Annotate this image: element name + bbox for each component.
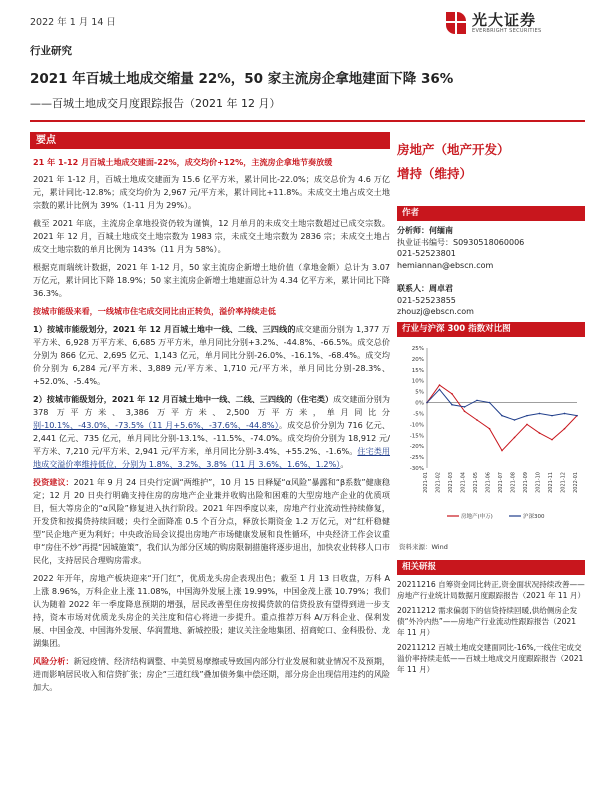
data-point <box>489 402 491 404</box>
x-tick-label: 2021-12 <box>560 472 567 493</box>
paragraph-risk <box>33 655 390 694</box>
analyst-email: hemiannan@ebscn.com <box>397 260 494 270</box>
rating: 增持（维持） <box>397 166 473 181</box>
y-tick-label: 10% <box>411 378 424 385</box>
x-tick-label: 2021-06 <box>485 472 492 493</box>
risk-label: 风险分析： <box>33 656 74 666</box>
y-tick-label: -30% <box>409 466 424 472</box>
chart-title-bar: 行业与沪深 300 指数对比图 <box>397 322 585 337</box>
paragraph-invest <box>33 476 390 567</box>
x-tick-label: 2021-08 <box>510 472 517 493</box>
x-tick-label: 2021-07 <box>498 472 504 493</box>
analyst-name: 分析师：何缅南 <box>397 226 453 235</box>
invest-label: 投资建议： <box>33 477 74 487</box>
y-tick-label: 25% <box>411 346 424 352</box>
report-category: 行业研究 <box>30 45 72 57</box>
x-tick-label: 2021-11 <box>548 472 554 493</box>
paragraph-1: 2021 年 1-12 月，百城土地成交建面为 15.6 亿平方米，累计同比-22.0%；成交总价为 4.6 万亿元，累计同比-12.8%；成交均价为 2,967 元/平方米，累计同比+11.8%。未成交土地占成交土地宗数的累计比例为 39%（1-11 月为 29%）。 <box>33 174 390 210</box>
data-point <box>476 400 478 402</box>
data-point <box>501 415 503 417</box>
data-point <box>464 406 466 408</box>
data-point <box>539 413 541 415</box>
data-point <box>514 419 516 421</box>
legend-label: 房地产(申万) <box>461 514 493 520</box>
legend-label: 沪深300 <box>523 514 545 520</box>
data-point <box>576 415 578 417</box>
y-tick-label: -5% <box>413 411 424 418</box>
contact-phone: 021-52523855 <box>397 295 456 305</box>
x-tick-label: 2021-05 <box>473 472 479 493</box>
analyst-cert: 执业证书编号：S0930518060006 <box>397 237 525 247</box>
authors-bar: 作者 <box>397 206 585 221</box>
data-point <box>439 384 441 386</box>
data-point <box>526 415 528 417</box>
paragraph-5-a: 成交建面分别为 378 万平方米、3,386 万平方米、2,500 万平方米，单月同比分 <box>33 394 390 417</box>
data-point <box>564 413 566 415</box>
paragraph-2: 截至 2021 年底，主流房企拿地投资仍较为谨慎，12 月单月的未成交土地宗数超过已成交宗数。2021 年 12 月，百城土地成交土地宗数为 1983 宗，未成交土地宗数为 2836 宗；未成交土地占成交土地宗数的单月比例为 143%（11 月为 58%）。 <box>33 218 390 254</box>
contact-name: 联系人：周卓君 <box>397 284 453 293</box>
x-tick-label: 2022-01 <box>573 472 579 493</box>
paragraph-3: 根据克而瑞统计数据，2021 年 1-12 月，50 家主流房企新增土地价值（拿地金额）总计为 3.07 万亿元，累计同比下降 18.9%；50 家主流房企新增土地建面总计为 4.34 亿平方米，累计同比下降 36.3%。 <box>33 262 390 298</box>
y-tick-label: -25% <box>409 455 424 462</box>
paragraph-5-end: 。 <box>340 459 349 469</box>
data-point <box>439 389 441 391</box>
paragraph-4-body: 成交建面分别为 1,377 万平方米、6,928 万平方米、6,685 万平方米，单月同比分别+3.2%、-44.8%、-66.5%。成交总价分别为 866 亿元、2,695 亿元、1,143 亿元，单月同比分别-26.0%、-16.1%、-68.4%。成交均价分别为 6,284 元/平方米、3,889 元/平方米、1,710 元/平方米，单月同比分别-28.3%、+52.0%、-5.4%。 <box>33 324 390 386</box>
data-point <box>501 450 503 452</box>
data-point <box>489 428 491 430</box>
logo-text: 光大证券 <box>472 10 537 29</box>
main-content <box>33 156 390 699</box>
key-points-bar: 要点 <box>30 132 390 149</box>
y-tick-label: 15% <box>411 367 424 374</box>
invest-body: 2021 年 9 月 24 日央行定调“两维护”，10 月 15 日释疑“α风险”暴露和“β系数”健康稳定；12 月 20 日央行明确支持住房的房地产企业兼并收购出险和困难的大型房地产企业的优质项目，恒大等房企的“α风险”修复进入执行阶段。2021 年四季度以来，房地产行业流动性持续修复，开发贷和按揭贷持续回暖；央行全面降准 0.5 个百分点，释放长期资金 1.2 万亿元，对“红杆稳健型”民企地产更为利好；中央政治局会议提出房地产市场健康发展和良性循环，中央经济工作会议重申“房住不炒”再提“因城施策”，我们认为部分区域的购房限制措施将逐步退出，加快农业转移人口市民化，支持居民合理购房需求。 <box>33 477 390 565</box>
x-tick-label: 2021-10 <box>535 472 542 493</box>
paragraph-4 <box>33 323 390 388</box>
data-point <box>426 402 428 404</box>
data-point <box>514 437 516 439</box>
risk-body: 新冠疫情、经济结构调整、中美贸易摩擦或导致国内部分行业发展和就业情况不及预期，进而影响居民收入和信贷扩张；房企“三道红线”叠加债务集中偿还期，部分房企出现信用违约的风险加大。 <box>33 656 390 692</box>
chart-source: 资料来源：Wind <box>399 543 448 551</box>
data-point <box>451 404 453 406</box>
sector-name: 房地产（地产开发） <box>397 142 510 157</box>
related-reports <box>397 560 585 675</box>
report-date: 2022 年 1 月 14 日 <box>30 17 116 28</box>
report-subtitle: ——百城土地成交月度跟踪报告（2021 年 12 月） <box>30 97 281 110</box>
index-chart <box>397 322 585 555</box>
x-tick-label: 2021-01 <box>423 472 429 493</box>
data-point <box>551 415 553 417</box>
paragraph-5-underline-2: 住宅类用地成交溢价率维持低位，分别为 1.8%、3.2%、3.8%（11 月 3.6%、1.6%、1.2%） <box>33 446 390 469</box>
sidebar <box>397 132 585 318</box>
paragraph-5-b: 。成交总价分别为 716 亿元、2,441 亿元、735 亿元，单月同比分别-13.1%、-11.5%、-74.0%。成交均价分别为 18,912 元/平方米、7,210 元/平方米、2,941 元/平方米，单月同比分别-3.4%、+55.2%、-1.6%。 <box>33 420 390 456</box>
paragraph-4-lead: 1）按城市能级划分，2021 年 12 月百城土地中一线、二线、三四线的 <box>33 324 296 334</box>
chart-svg <box>397 340 585 545</box>
related-bar: 相关研报 <box>397 560 585 575</box>
data-point <box>539 432 541 434</box>
x-tick-label: 2021-09 <box>523 472 529 493</box>
data-point <box>464 410 466 412</box>
x-tick-label: 2021-03 <box>448 472 454 493</box>
title-divider <box>30 120 585 122</box>
y-tick-label: -10% <box>409 422 424 429</box>
data-point <box>551 439 553 441</box>
y-tick-label: -20% <box>409 444 424 451</box>
report-title: 2021 年百城土地成交缩量 22%，50 家主流房企拿地建面下降 36% <box>30 71 454 87</box>
related-item[interactable]: 20211212 需求偏弱下的信贷持续回暖,供给侧房企发债“外冷内热”——房地产行业流动性跟踪报告（2021 年 11 月） <box>397 606 578 637</box>
headline: 21 年 1-12 月百城土地成交建面-22%，成交均价+12%，主流房企拿地节奏放缓 <box>33 157 333 167</box>
y-tick-label: 0% <box>415 400 424 407</box>
x-tick-label: 2021-04 <box>460 472 467 493</box>
x-tick-label: 2021-02 <box>435 472 442 493</box>
series-line <box>427 385 577 450</box>
paragraph-5-lead: 2）按城市能级划分，2021 年 12 月百城土地中一线、二线、三四线的（住宅类） <box>33 394 334 404</box>
brand-logo <box>446 10 586 36</box>
y-tick-label: 5% <box>415 389 424 396</box>
analyst-phone: 021-52523801 <box>397 249 456 258</box>
y-tick-label: -15% <box>409 433 424 440</box>
related-item[interactable]: 20211216 自筹资金同比转正,资金面状况持续改善——房地产行业统计局数据月度跟踪报告（2021 年 11 月） <box>397 580 586 600</box>
data-point <box>564 428 566 430</box>
data-point <box>451 393 453 395</box>
paragraph-5-underline-1: 别-10.1%、-43.0%、-73.5%（11 月+5.6%、-37.6%、-44.8%） <box>33 420 279 430</box>
logo-icon <box>446 12 466 34</box>
data-point <box>476 419 478 421</box>
data-point <box>526 424 528 426</box>
paragraph-5 <box>33 393 390 471</box>
related-item[interactable]: 20211212 百城土地成交建面同比-16%,一线住宅成交溢价率持续走低——百城土地成交月度跟踪报告（2021 年 11 月） <box>397 643 584 674</box>
contact-email: zhouzj@ebscn.com <box>397 307 474 316</box>
logo-subtext: EVERBRIGHT SECURITIES <box>472 27 542 34</box>
sub-headline: 按城市能级来看，一线城市住宅成交同比由正转负，溢价率持续走低 <box>33 306 276 316</box>
y-tick-label: 20% <box>411 356 424 363</box>
paragraph-7: 2022 年开年，房地产板块迎来“开门红”，优质龙头房企表现出色；截至 1 月 13 日收盘，万科 A 上涨 8.96%，万科企业上涨 11.08%，中国海外发展上涨 19.99%，中国金茂上涨 10.79%；我们认为随着 2022 年一季度降息预期的增强，居民改善型住房按揭贷款的信贷投放有望得到进一步支持，资本市场对优质龙头房企的关注度和信心将进一步提升。重点推荐万科 A/万科企业、保利发展、中国金茂、中国海外发展、华润置地、新城控股；建议关注金地集团、招商蛇口、金科股份、龙湖集团。 <box>33 573 390 648</box>
